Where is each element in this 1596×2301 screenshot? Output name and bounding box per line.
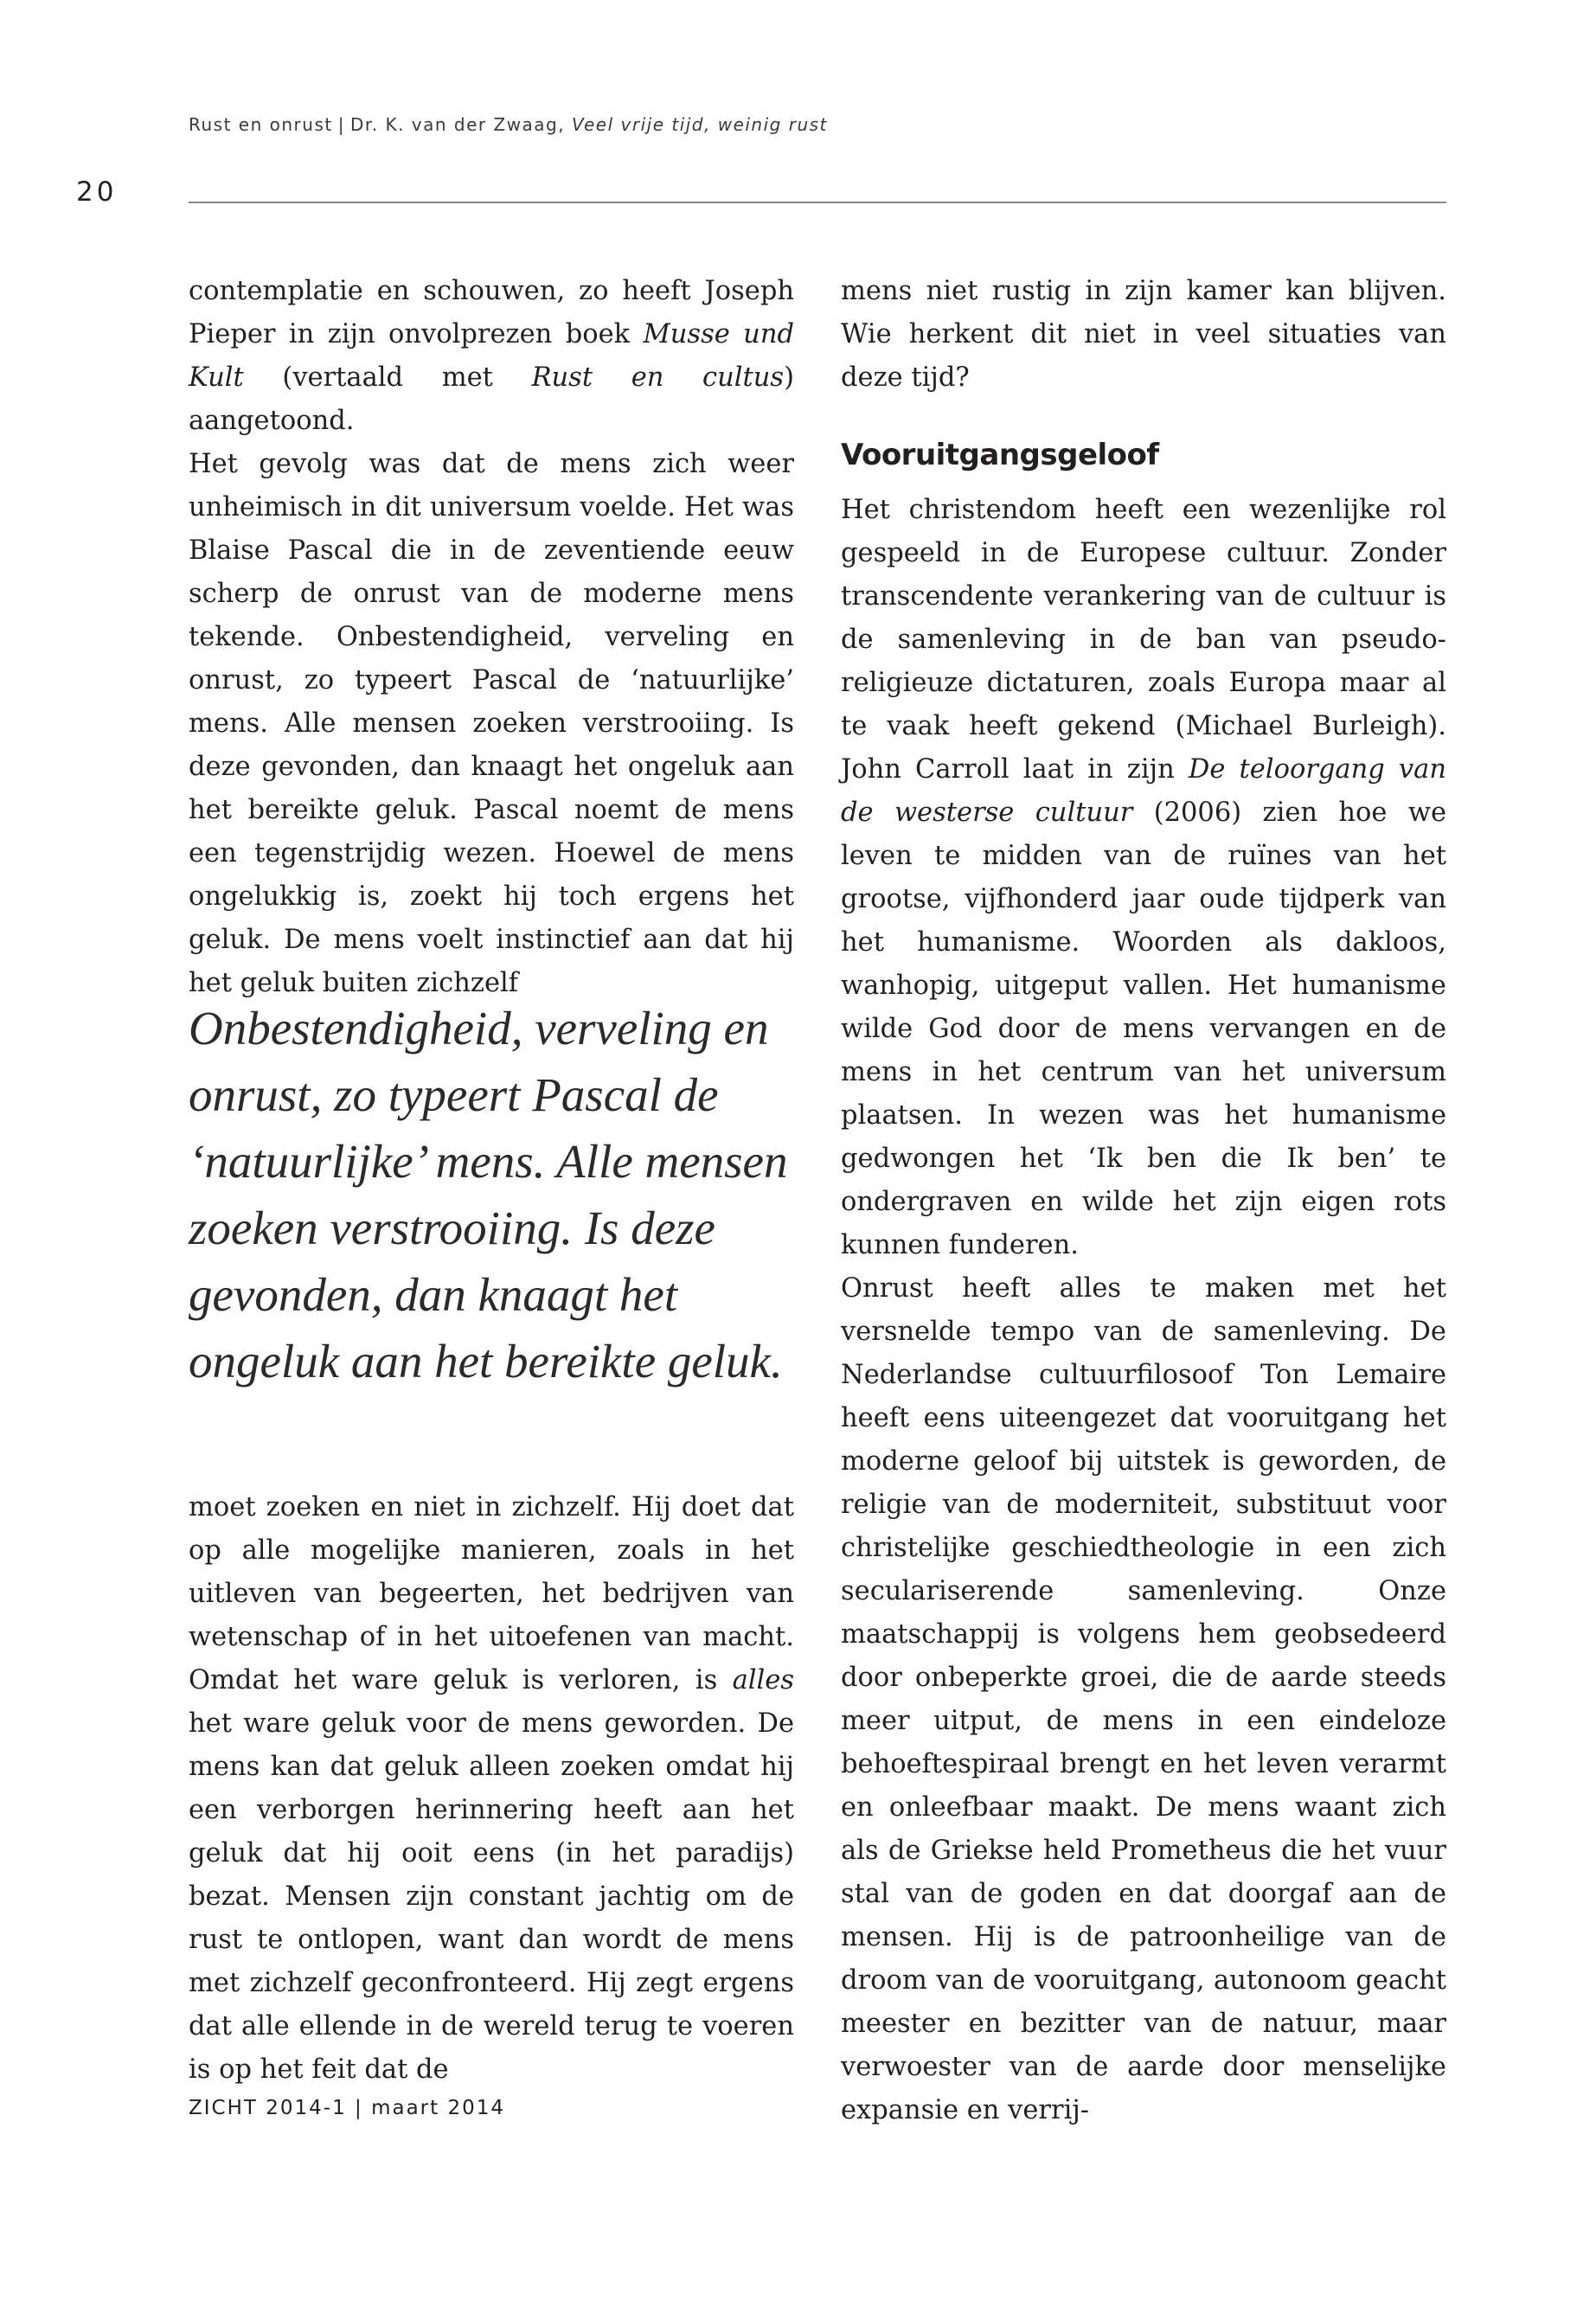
book-title: Musse und Kult bbox=[189, 319, 794, 393]
body-text: ) aangetoond. bbox=[189, 362, 794, 436]
right-column-top bbox=[841, 270, 1446, 400]
header-section: Rust en onrust bbox=[189, 114, 333, 135]
running-header bbox=[189, 114, 828, 135]
book-title: Rust en cultus bbox=[531, 362, 785, 393]
header-rule bbox=[189, 202, 1446, 203]
emphasis: alles bbox=[732, 1665, 794, 1695]
body-paragraph: Het gevolg was dat de mens zich weer unheimisch in dit universum voelde. Het was Blaise Pascal die in de zeventiende eeuw scherp de onrust van de moderne mens tekende. Onbestendigheid, verveling en onrust, zo typeert Pascal de ‘natuurlijke’ mens. Alle mensen zoeken verstrooiing. Is deze gevonden, dan knaagt het ongeluk aan het bereikte geluk. Pascal noemt de mens een tegenstrijdig wezen. Hoewel de mens ongelukkig is, zoekt hij toch ergens het geluk. De mens voelt instinctief aan dat hij het geluk buiten zichzelf bbox=[189, 449, 794, 998]
header-author: Dr. K. van der Zwaag, bbox=[349, 114, 566, 135]
body-text: contemplatie en schouwen, zo heeft Joseph Pieper in zijn onvolprezen boek bbox=[189, 276, 794, 349]
body-text: (vertaald met bbox=[243, 362, 532, 393]
body-text: moet zoeken en niet in zichzelf. Hij doet dat op alle mogelijke manieren, zoals in het uitleven van begeerten, het bedrijven van wetenschap of in het uitoefenen van macht. Omdat het ware geluk is verloren, is bbox=[189, 1492, 794, 1695]
header-article-title: Veel vrije tijd, weinig rust bbox=[571, 114, 828, 135]
body-text: (2006) zien hoe we leven te midden van de ruïnes van het grootse, vijfhonderd jaar oude tijdperk van het humanisme. Woorden als dakloos, wanhopig, uitgeput vallen. Het humanisme wilde God door de mens vervangen en de mens in het centrum van het universum plaatsen. In wezen was het humanisme gedwongen het ‘Ik ben die Ik ben’ te ondergraven en wilde het zijn eigen rots kunnen funderen. bbox=[841, 798, 1447, 1260]
section-heading: Vooruitgangsgeloof bbox=[841, 438, 1159, 472]
page-number: 20 bbox=[76, 176, 118, 208]
left-column-bottom bbox=[189, 1486, 794, 2092]
body-paragraph bbox=[189, 1486, 794, 2092]
left-column-top bbox=[189, 270, 794, 1005]
body-text: het ware geluk voor de mens geworden. De mens kan dat geluk alleen zoeken omdat hij een verborgen herinnering heeft aan het geluk dat hij ooit eens (in het paradijs) bezat. Mensen zijn constant jachtig om de rust te ontlopen, want dan wordt de mens met zichzelf geconfronteerd. Hij zegt ergens dat alle ellende in de wereld terug te voeren is op het feit dat de bbox=[189, 1708, 794, 2085]
right-column-body bbox=[841, 489, 1446, 2132]
body-paragraph bbox=[189, 270, 794, 443]
body-paragraph: mens niet rustig in zijn kamer kan blijven. Wie herkent dit niet in veel situaties van deze tijd? bbox=[841, 276, 1446, 393]
header-separator: | bbox=[337, 114, 345, 135]
body-paragraph: Onrust heeft alles te maken met het versnelde tempo van de samenleving. De Nederlandse cultuurfilosoof Ton Lemaire heeft eens uiteengezet dat vooruitgang het moderne geloof bij uitstek is geworden, de religie van de moderniteit, substituut voor christelijke geschiedtheologie in een zich seculariserende samenleving. Onze maatschappij is volgens hem geobsedeerd door onbeperkte groei, die de aarde steeds meer uitput, de mens in een eindeloze behoeftespiraal brengt en het leven verarmt en onleefbaar maakt. De mens waant zich als de Griekse held Prometheus die het vuur stal van de goden en dat doorgaf aan de mensen. Hij is de patroonheilige van de droom van de vooruitgang, autonoom geacht meester en bezitter van de natuur, maar verwoester van de aarde door menselijke expansie en verrij- bbox=[841, 1273, 1446, 2125]
body-paragraph bbox=[841, 489, 1446, 1267]
book-title: De teloorgang van de westerse cultuur bbox=[841, 754, 1446, 828]
body-text: Het christendom heeft een wezenlijke rol gespeeld in de Europese cultuur. Zonder transcendente verankering van de cultuur is de samenleving in de ban van pseudo-religieuze dictaturen, zoals Europa maar al te vaak heeft gekend (Michael Burleigh). John Carroll laat in zijn bbox=[841, 495, 1446, 785]
pull-quote: Onbestendigheid, verveling en onrust, zo typeert Pascal de ‘natuurlijke’ mens. Alle mensen zoeken verstrooiing. Is deze gevonden, dan knaagt het ongeluk aan het bereikte geluk. bbox=[189, 1002, 788, 1388]
footer: ZICHT 2014-1 | maart 2014 bbox=[189, 2097, 506, 2119]
